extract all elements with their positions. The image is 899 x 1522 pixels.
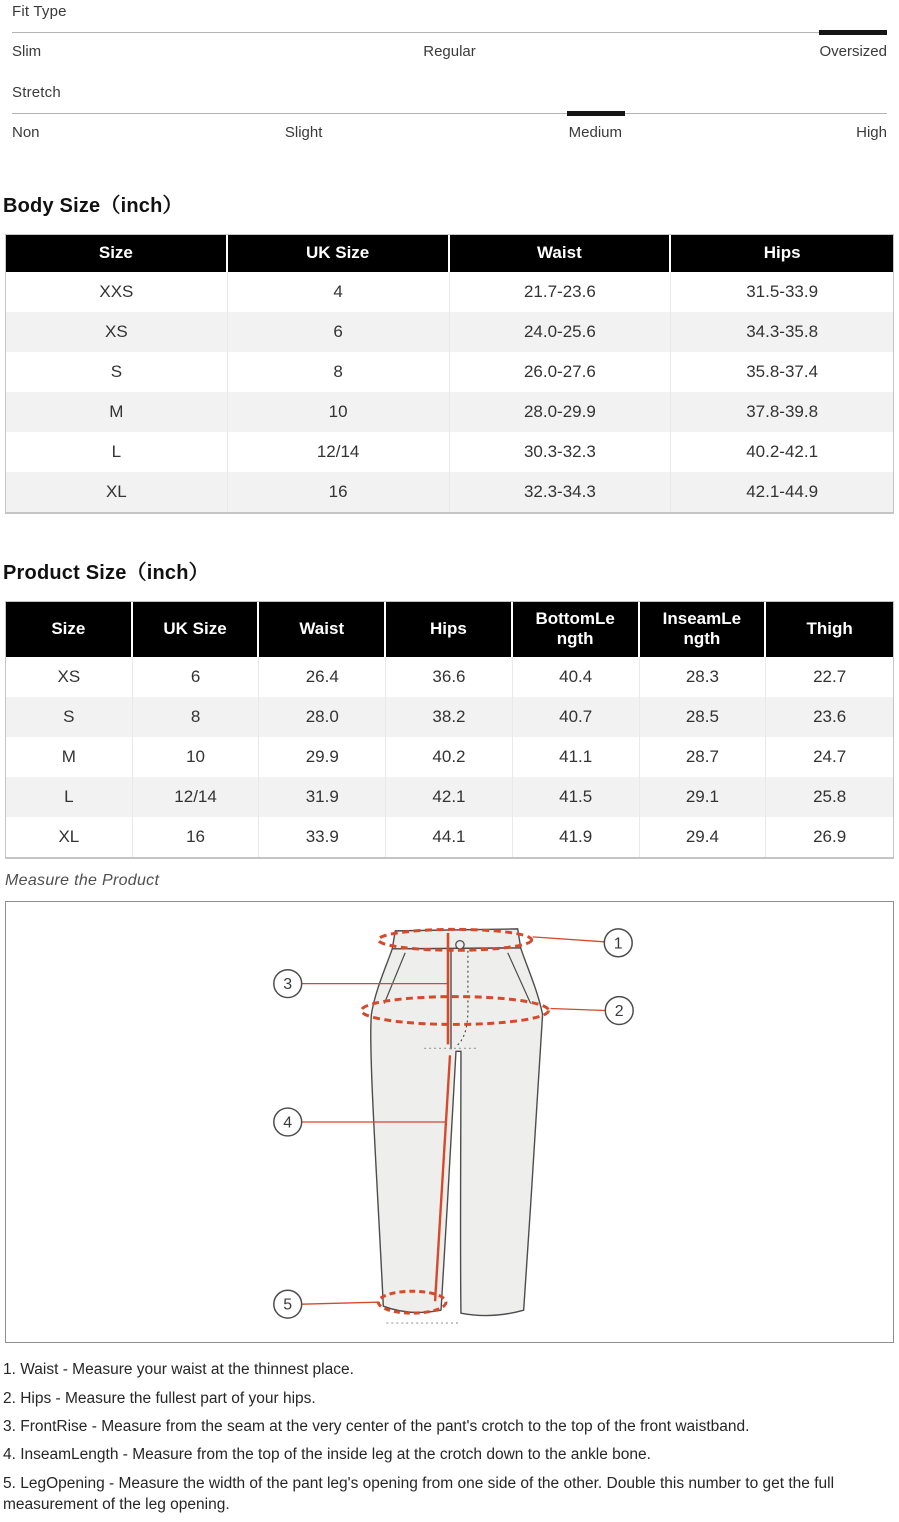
stretch-slider — [0, 84, 899, 141]
stretch-label: Stretch — [12, 84, 61, 101]
fit-type-track — [12, 32, 887, 33]
instruction-item: 4. InseamLength - Measure from the top of the inside leg at the crotch down to the ankle bone. — [3, 1446, 651, 1464]
svg-text:3: 3 — [283, 976, 293, 994]
table-cell: 10 — [133, 737, 260, 777]
column-header: Hips — [386, 602, 513, 657]
table-cell: 26.4 — [259, 657, 386, 697]
table-cell: 26.9 — [813, 827, 847, 847]
table-row — [6, 352, 893, 392]
product-size-title: Product Size（inch） — [3, 561, 209, 584]
table-cell: 25.8 — [813, 787, 847, 807]
table-cell: 23.6 — [813, 707, 847, 727]
stretch-marker — [567, 111, 625, 116]
table-cell: 30.3-32.3 — [450, 432, 672, 472]
column-header: InseamLength — [640, 602, 767, 657]
table-cell: 32.3-34.3 — [450, 472, 672, 512]
table-cell: 44.1 — [386, 817, 513, 857]
column-header: Size — [6, 602, 133, 657]
column-header: Waist — [450, 235, 672, 272]
svg-text:1: 1 — [613, 935, 623, 953]
column-header: UK Size — [228, 235, 450, 272]
table-cell: 40.2 — [386, 737, 513, 777]
table-cell: XL — [6, 817, 133, 857]
column-header: Waist — [259, 602, 386, 657]
table-cell: 24.0-25.6 — [450, 312, 672, 352]
table-cell: 35.8-37.4 — [746, 361, 819, 381]
table-cell: 12/14 — [133, 777, 260, 817]
scale-option-regular: Regular — [423, 43, 476, 60]
callout-2 — [605, 997, 633, 1025]
stretch-track — [12, 113, 887, 114]
callout-1 — [604, 929, 632, 957]
scale-option-slight: Slight — [284, 124, 323, 141]
table-row — [6, 472, 893, 512]
table-cell: 29.1 — [640, 777, 767, 817]
scale-option-high: High — [856, 124, 887, 141]
table-cell: 12/14 — [228, 432, 450, 472]
table-cell: 28.7 — [640, 737, 767, 777]
table-cell: XXS — [6, 272, 228, 312]
table-row — [6, 657, 893, 697]
table-cell: 6 — [133, 657, 260, 697]
table-cell: 28.0 — [259, 697, 386, 737]
column-header: Size — [6, 235, 228, 272]
table-cell: 41.1 — [513, 737, 640, 777]
callout-4 — [274, 1108, 302, 1136]
table-cell: 31.9 — [259, 777, 386, 817]
instructions-list — [3, 1359, 896, 1515]
instruction-item: 1. Waist - Measure your waist at the thinnest place. — [3, 1361, 354, 1379]
table-cell: 41.5 — [513, 777, 640, 817]
table-cell: 24.7 — [813, 747, 847, 767]
table-cell: 28.0-29.9 — [450, 392, 672, 432]
product-size-table — [5, 601, 894, 859]
waistband-button — [456, 941, 464, 949]
column-header: UK Size — [133, 602, 260, 657]
table-cell: XL — [6, 472, 228, 512]
table-cell: L — [6, 432, 228, 472]
table-row — [6, 432, 893, 472]
table-row — [6, 737, 893, 777]
table-cell: 34.3-35.8 — [746, 321, 819, 341]
table-row — [6, 392, 893, 432]
fit-type-options — [12, 43, 887, 60]
fit-type-label: Fit Type — [12, 3, 67, 20]
table-row — [6, 272, 893, 312]
table-cell: 16 — [228, 472, 450, 512]
instruction-item: 3. FrontRise - Measure from the seam at the very center of the pant's crotch to the top of the front waistband. — [3, 1417, 750, 1435]
table-cell: 6 — [228, 312, 450, 352]
svg-text:5: 5 — [283, 1296, 293, 1314]
svg-text:4: 4 — [283, 1114, 293, 1132]
table-cell: 22.7 — [813, 667, 847, 687]
header-row — [6, 602, 893, 657]
scale-option-slim: Slim — [12, 43, 42, 60]
header-row — [6, 235, 893, 272]
table-cell: 37.8-39.8 — [746, 401, 819, 421]
table-cell: M — [6, 392, 228, 432]
scale-option-oversized: Oversized — [819, 43, 887, 60]
body-size-title: Body Size（inch） — [3, 195, 183, 217]
table-cell: 28.5 — [640, 697, 767, 737]
table-cell: 31.5-33.9 — [746, 281, 819, 301]
table-cell: 40.4 — [513, 657, 640, 697]
table-row — [6, 777, 893, 817]
scale-option-non: Non — [12, 124, 40, 141]
table-cell: 38.2 — [386, 697, 513, 737]
table-cell: S — [6, 352, 228, 392]
table-cell: 28.3 — [640, 657, 767, 697]
fit-type-marker — [819, 30, 887, 35]
table-cell: 33.9 — [259, 817, 386, 857]
fit-type-slider — [0, 3, 899, 60]
diagram-box — [5, 901, 894, 1343]
table-cell: XS — [6, 657, 133, 697]
table-cell: 40.7 — [513, 697, 640, 737]
table-cell: 42.1 — [386, 777, 513, 817]
measure-caption: Measure the Product — [5, 872, 160, 890]
table-cell: M — [6, 737, 133, 777]
instruction-item: 2. Hips - Measure the fullest part of your hips. — [3, 1389, 316, 1407]
table-row — [6, 697, 893, 737]
table-cell: XS — [6, 312, 228, 352]
callout-3 — [274, 970, 302, 998]
table-cell: 36.6 — [386, 657, 513, 697]
table-cell: 16 — [133, 817, 260, 857]
table-row — [6, 312, 893, 352]
callout-5 — [274, 1290, 302, 1318]
pants-measurement-diagram — [6, 902, 893, 1342]
table-cell: 42.1-44.9 — [746, 481, 819, 501]
table-cell: 41.9 — [513, 817, 640, 857]
table-cell: 10 — [228, 392, 450, 432]
table-row — [6, 817, 893, 857]
stretch-options — [12, 124, 887, 141]
table-cell: 40.2-42.1 — [746, 441, 819, 461]
table-cell: 21.7-23.6 — [450, 272, 672, 312]
column-header: Hips — [671, 235, 893, 272]
table-cell: 29.4 — [640, 817, 767, 857]
table-cell: 29.9 — [259, 737, 386, 777]
scale-option-medium: Medium — [568, 124, 623, 141]
instruction-item: 5. LegOpening - Measure the width of the pant leg's opening from one side of the other. Double this number to get the full measurement of the leg opening. — [3, 1474, 835, 1514]
body-size-table — [5, 234, 894, 514]
column-header: BottomLength — [513, 602, 640, 657]
table-cell: L — [6, 777, 133, 817]
table-cell: 8 — [228, 352, 450, 392]
column-header: Thigh — [766, 602, 893, 657]
table-cell: 26.0-27.6 — [450, 352, 672, 392]
table-cell: 8 — [133, 697, 260, 737]
table-cell: S — [6, 697, 133, 737]
svg-text:2: 2 — [614, 1003, 624, 1021]
table-cell: 4 — [228, 272, 450, 312]
